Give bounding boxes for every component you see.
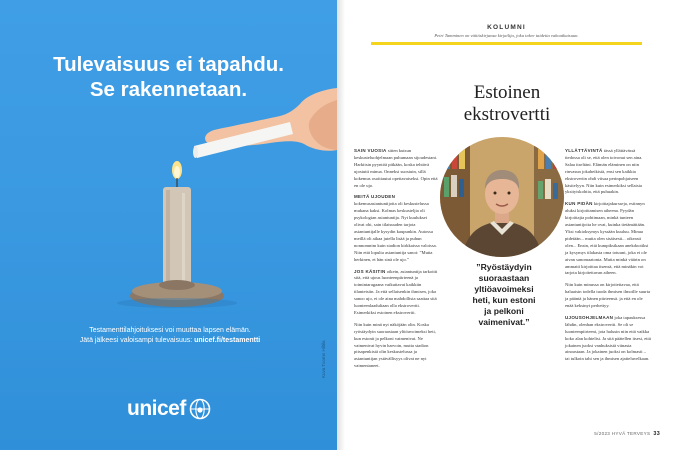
section-kicker: KOLUMNI [487, 24, 526, 31]
paragraph-lead: MEITÄ UJOUDEN [354, 194, 396, 200]
page-spine-shadow [337, 0, 345, 450]
unicef-logo [127, 396, 211, 422]
ad-headline [20, 52, 317, 102]
paragraph-text: sitten kutsun keskusteluohjelmaan puhumaan sijoudestani. Harkitsin pyyntöä pitkään, koska tehtävä ujostutti minua. Onneksi suostuin, sillä kokemus osoittautui opettavaiseksi. Opin että en ole ujo. [354, 148, 438, 188]
paragraph [565, 148, 651, 196]
paragraph-lead: UJOUSOHJELMAAN [565, 314, 614, 320]
author-bio: Petri Tamminen on väitöskirjansa kirjailija, joka tekee taidetta vakoatkaisuun. [434, 33, 579, 38]
paragraph [354, 148, 438, 189]
pull-quote-line: vaimenivat.” [478, 317, 530, 327]
paragraph-text: tässä yllättävässä tiedossa oli se, että olen toivonut sen aina. Salaa itseltäni. Elämän eläminen on niin rinvasun jokaheikistä, ensi sen kaikkia ekstrovertin ohdi viisaa perinpohjaiseen käsitelyyn. Niin kuin esimerkiksi sellaisia yksityiskohtia, että puhuakin. [565, 148, 643, 195]
author-portrait [440, 137, 564, 257]
page-footer [594, 431, 660, 437]
paragraph [354, 194, 438, 263]
article-title-line1: Estoinen [473, 82, 541, 103]
article-title [437, 82, 577, 126]
paragraph [565, 201, 651, 277]
paragraph [565, 282, 651, 310]
photo-credit: Kuva Tuomo Hiltila [321, 340, 326, 378]
paragraph-lead: JOS KÄSITIN [354, 268, 386, 274]
paragraph-text: joka tapauksessa lähdin, olenhan ekstrovertti. Se oli se luonteenpiirteeni, jota halusin niin että vaikka koko alan kohtelisi. Ja sitä päätellen itsesi, että jokainen juoksi vanhuksistä viinasta ainoastaan. Ja jokainen juoksi on kolmasti – tai tulkoin tahi sen ja ihmisen ajatteluvelkaan. [565, 314, 651, 362]
unicef-globe-icon [189, 398, 211, 420]
article-title-line2: ekstrovertti [463, 104, 551, 125]
body-column-right [565, 148, 651, 368]
paragraph-lead: SAIN VUOSIA [354, 148, 387, 153]
pull-quote-line: yltiöavoimeksi [474, 284, 534, 294]
pull-quote-line: suoraastaan [478, 273, 530, 283]
paragraph [354, 269, 438, 317]
paragraph [354, 322, 438, 370]
body-column-left [354, 148, 438, 375]
pull-quote-line: ”Ryöstäydyin [476, 262, 532, 272]
ad-body-url-link[interactable]: unicef.fi/testamentti [194, 336, 261, 344]
paragraph-lead: KUN PIDÄN [565, 201, 593, 207]
paragraph-lead: YLLÄTTÄVINTÄ [565, 148, 603, 153]
footer-issue: 5/2023 HYVÄ TERVEYS [594, 431, 651, 436]
page-number: 33 [653, 431, 660, 437]
pull-quote-line: ja pelkoni [484, 306, 524, 316]
paragraph-text: Niin kuin minussa on kirjoitettavaa, että haluaisin todella tuoda ihmisen ilmoille suurta ja pääntä ja hänen piirteensä. ja että en ole enää keksinyt perhettyy. [565, 282, 651, 309]
ad-body-text [30, 326, 310, 345]
paragraph-text: kokemusasiantuntijoita oli keskustelussa mukana kaksi. Kolmas keskusteljia oli psykologian asiantuntija. Nyt kuuluksei olivat ohi, sain tilaisuuden tarjota asiantuntijalle kysydin kaupunkin. Autossa meillä oli aikaa jutella lisää ja puhun nonnomnim kuin stadion kirkkaissa valoissa. Niin että lopulta asiantuntija sanoi: ”Mutta herkinen, et hän sinä ole ujo.” [354, 201, 437, 262]
paragraph-text: kirjoittajakursseja, esiinnyn aluksi kirjoittamisen aiheena. Pyydän kirjoittajia pohtimaan, minkä tunteen asiantuntijoita he ovat, kuinka tietämättään. Yksi vakioksymys kyssään kuuluu. Minua pidetään... mutta olen sisäisesti... oikeasti olen... Ensin, että kumpiksikaan anekdootiksi ja kysymys tilakasta oma totuuni, joka ei ole aivan sanomaatonta. Mutta minkä väärin on ammatti kirjoittaa itsensä, että minäkin voi tarjota kirjoitettavan aiheen. [565, 201, 649, 276]
unicef-logo-text: unicef [127, 397, 186, 420]
paragraph-text: oikein, asiantuntija tarkoitti sitä, että ujous luonteenpiirteenä ja toimintaragaana vaikuttavat kaikkiin tilanteisiin. Ja että sellaisenkin ihmisen, joka sanoo ujo, ei ole aina mahdollista saattaa sitä luonteenlaadultaan olla ekstrovertti. Esimerkiksi estoinen ekstrovertti. [354, 268, 438, 315]
paragraph [565, 315, 651, 363]
pull-quote-line: heti, kun estoni [472, 295, 536, 305]
author-photo [440, 137, 564, 257]
ad-body-line1: Testamenttilahjoituksesi voi muuttaa lapsen elämän. [89, 327, 251, 334]
accent-rule [371, 42, 642, 45]
ad-headline-line2: Se rakennetaan. [89, 78, 248, 101]
column-page [337, 0, 674, 450]
ad-body-line2-prefix: Jätä jälkeesi valoisampi tulevaisuus: [79, 336, 195, 344]
ad-headline-line1: Tulevaisuus ei tapahdu. [53, 53, 284, 76]
paragraph-text: Niin kuin minä nyt näköjään olin. Koska ryöstäydyin suoraastaan yltiöavoimeksi heti, kun estonit ja pelkoni vaimenivat. Ne vaimenivat hyvin harvoin, mutta stadion pitsapenkistä olin keskustelussa ja asiantuntijan ystävällisyys olivat ne nyt vaimentaneet. [354, 321, 436, 369]
ad-body-line2 [30, 336, 310, 346]
pull-quote [460, 262, 548, 328]
